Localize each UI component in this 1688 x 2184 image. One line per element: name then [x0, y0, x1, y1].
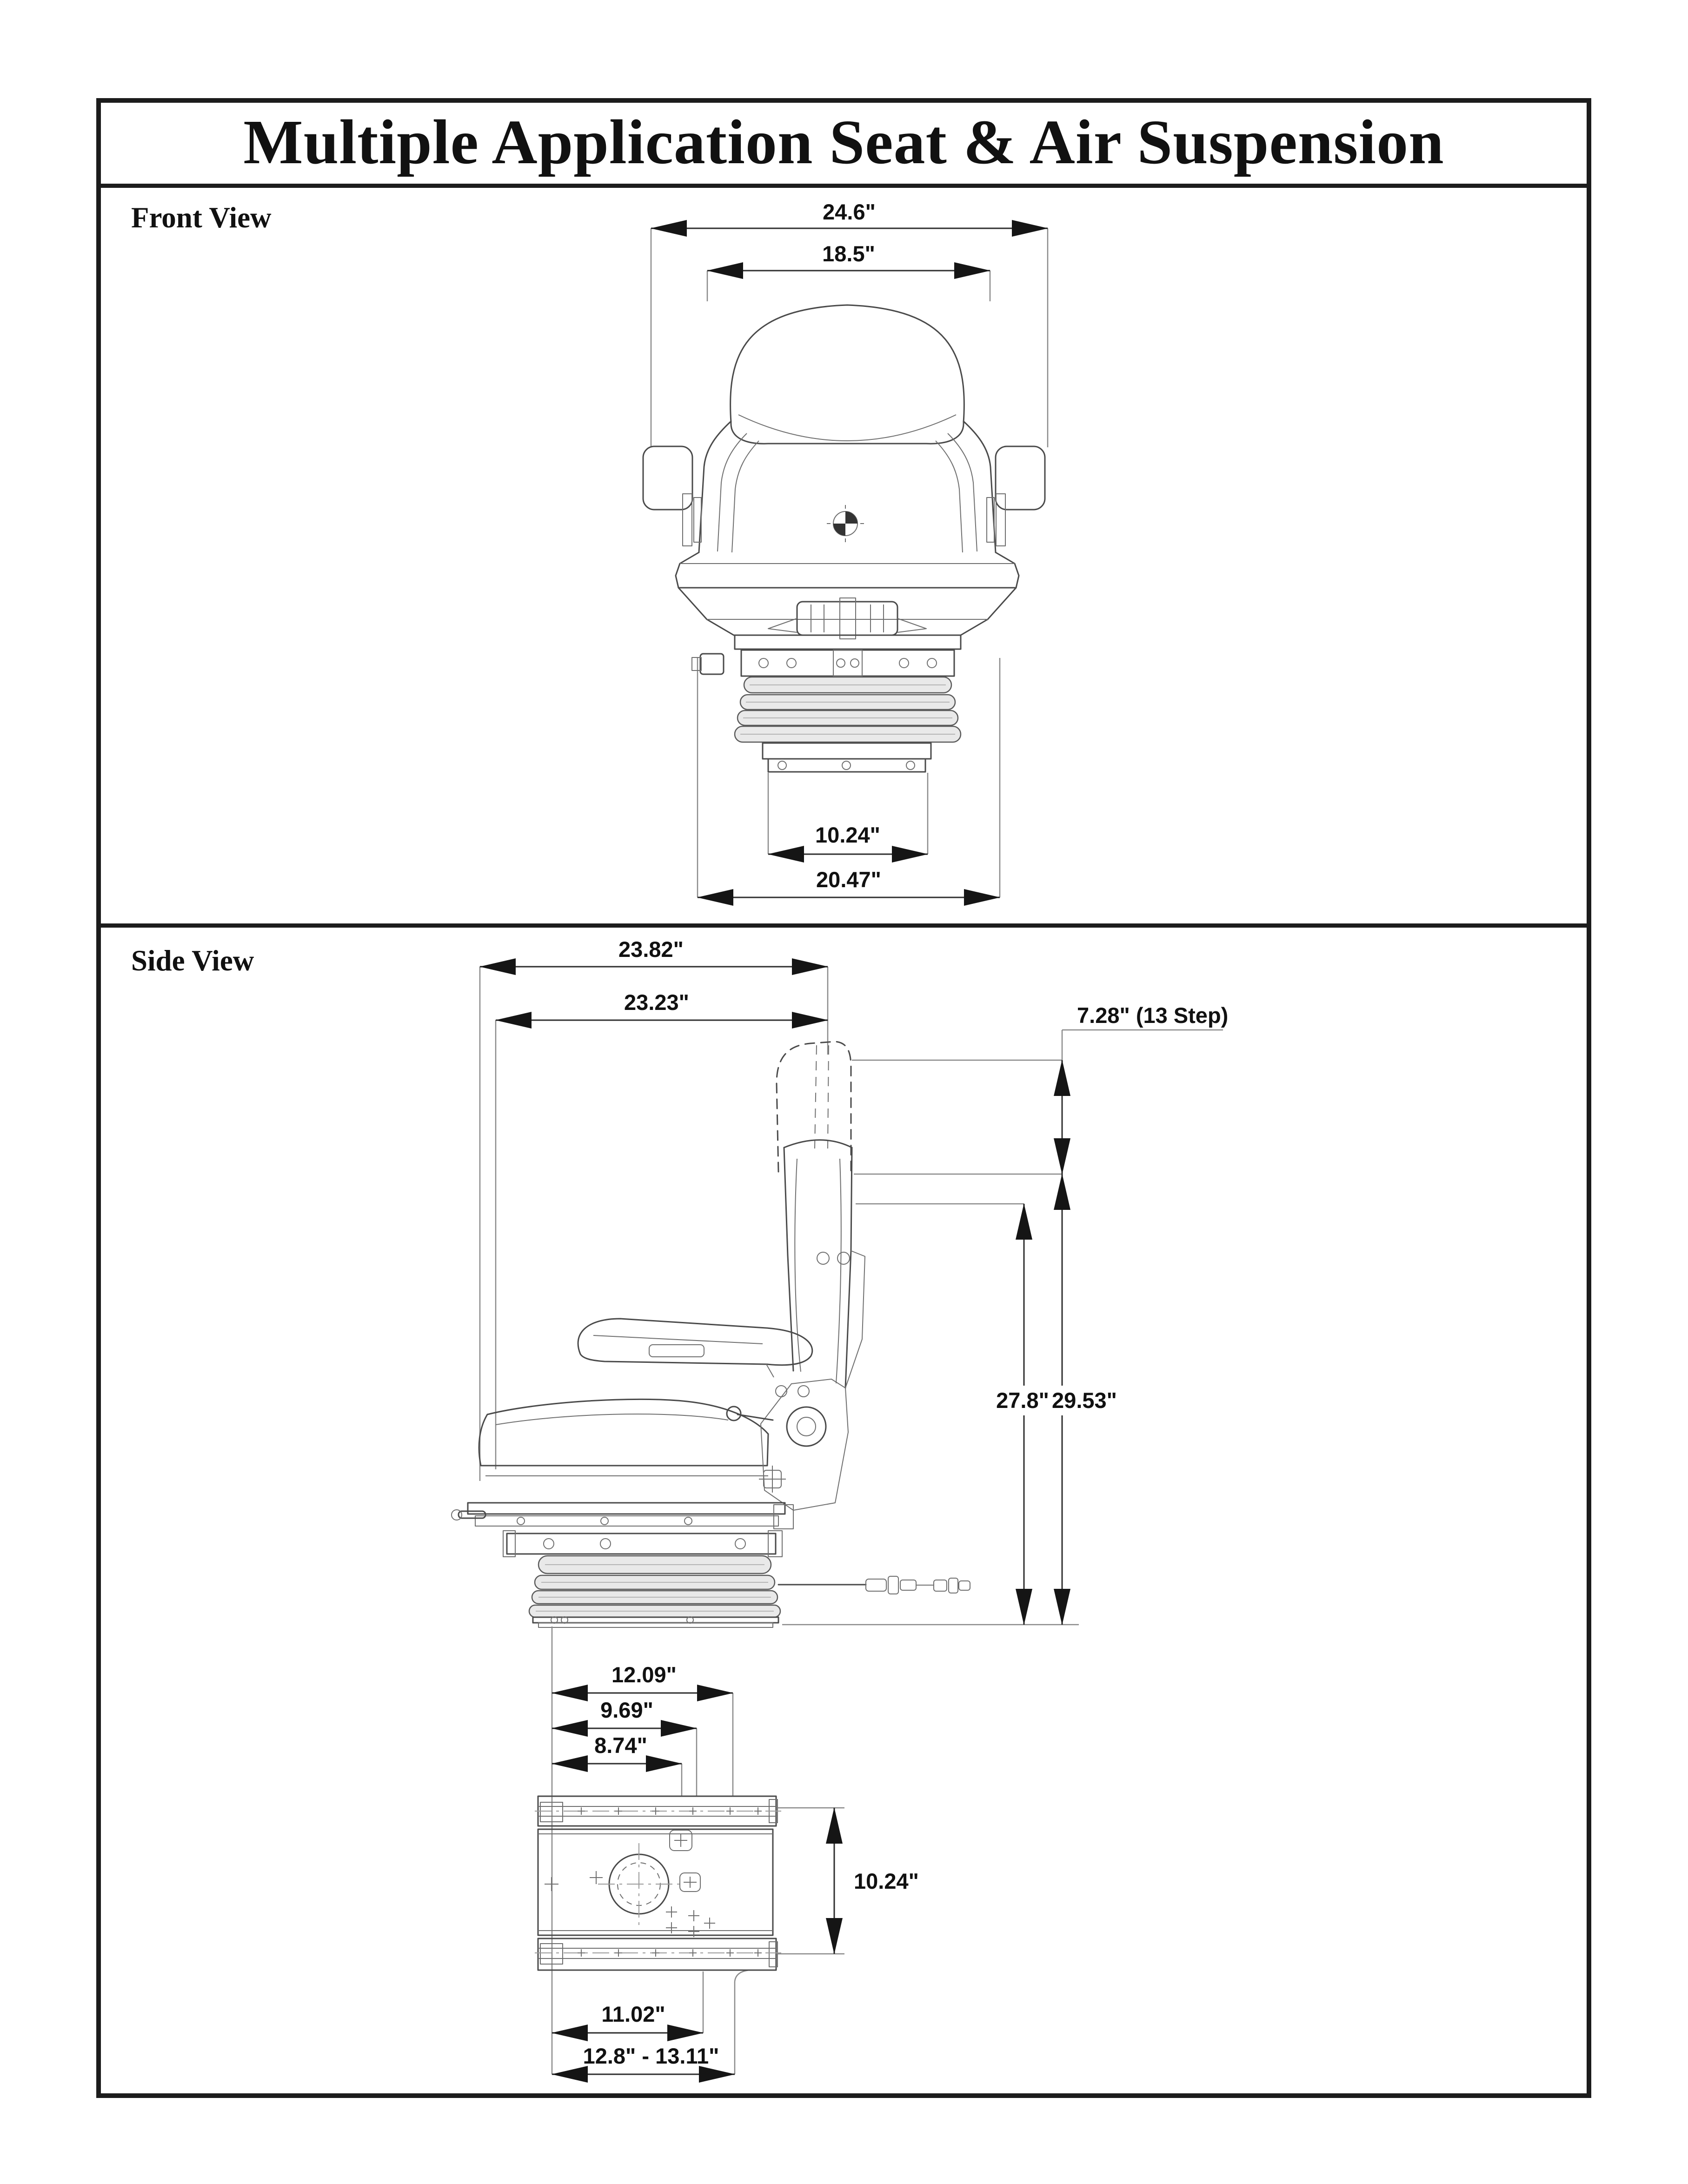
suspension-wing [897, 618, 926, 632]
dim-text-rail-outer: 12.09" [611, 1662, 677, 1687]
pivot-bolt [798, 1386, 809, 1397]
headrest-outline [731, 305, 964, 444]
base-step [763, 743, 931, 759]
cable-connector [866, 1579, 886, 1591]
backrest-seam [836, 1159, 841, 1383]
pivot-bolt [776, 1386, 787, 1397]
side-view-label: Side View [131, 944, 254, 977]
side-armrest [578, 1319, 812, 1365]
slide-handle-tip [452, 1510, 462, 1520]
ext-line-hooked [735, 1970, 750, 2074]
bolt [927, 658, 937, 668]
bolt [600, 1539, 611, 1549]
rail-hole [685, 1517, 692, 1525]
cable-plug [934, 1580, 947, 1591]
dim-text-height-max: 29.53" [1052, 1388, 1117, 1413]
cushion-bottom [481, 1434, 768, 1466]
dim-text-mount-range: 12.8" - 13.11" [583, 2044, 719, 2068]
suspension-wing [768, 618, 797, 632]
backrest-edge [964, 421, 996, 552]
rail-hole [601, 1517, 608, 1525]
base-hole [842, 761, 851, 770]
hinge-bolt [817, 1252, 829, 1264]
center-bracket [833, 650, 862, 676]
base-plate-drawing [535, 1626, 919, 2074]
cable-plug [959, 1581, 970, 1590]
dim-text-overall-width: 24.6" [823, 199, 876, 224]
bolt [851, 659, 859, 667]
suspension-rail [741, 650, 954, 676]
front-view-label: Front View [131, 201, 272, 234]
bolt [544, 1539, 554, 1549]
dim-text-base-width: 10.24" [815, 823, 880, 847]
seat-pan-outline [676, 552, 1019, 635]
armrest-detail [649, 1345, 704, 1357]
suspension-box [797, 602, 897, 635]
left-armrest [643, 446, 692, 510]
backrest-seam [795, 1159, 801, 1372]
cable-plug [949, 1578, 958, 1593]
dim-text-plate-depth: 10.24" [854, 1869, 919, 1893]
front-view-drawing [643, 199, 1048, 897]
armrest-seam [593, 1335, 763, 1344]
hinge-bolt [837, 1252, 850, 1264]
backrest-rear-edge [845, 1148, 852, 1388]
dim-text-mount-length: 11.02" [601, 2002, 665, 2026]
bolt-cross [684, 1877, 697, 1888]
bolt [735, 1539, 745, 1549]
backrest-seam [936, 441, 963, 552]
right-armrest [996, 446, 1045, 510]
bolt [899, 658, 909, 668]
valve-knob [700, 654, 724, 674]
backrest-raised-seam [815, 1045, 817, 1148]
bolt-cross [674, 1834, 687, 1847]
backrest-seam [732, 441, 759, 552]
base-hole [906, 761, 915, 770]
cable-connector [900, 1580, 916, 1590]
backrest-seam [948, 433, 977, 551]
suspension-plate [735, 635, 961, 649]
bolt [759, 658, 768, 668]
rail-hole [517, 1517, 525, 1525]
pivot-circle [787, 1407, 826, 1446]
cushion-seam [496, 1414, 728, 1425]
backrest-raised-outline [777, 1042, 851, 1172]
cable-connector [888, 1576, 898, 1594]
backrest-edge [699, 421, 731, 552]
headrest-seam [738, 415, 956, 441]
armrest-support [766, 1364, 774, 1377]
dim-text-height-min: 27.8" [996, 1388, 1049, 1413]
backrest-top-seam [784, 1140, 852, 1148]
side-view-drawing [452, 937, 1228, 1627]
pivot-plate [761, 1379, 848, 1510]
emblem-quadrant [845, 511, 857, 524]
page-title: Multiple Application Seat & Air Suspension [243, 107, 1444, 177]
backrest-raised-seam [828, 1045, 829, 1148]
mount-rail-bottom [538, 1938, 776, 1970]
mount-plate-body [538, 1829, 773, 1935]
dim-text-rail-mid: 9.69" [600, 1698, 653, 1722]
dim-text-overall-depth: 23.82" [618, 937, 684, 962]
bolt [837, 659, 845, 667]
dim-text-seat-base-width: 20.47" [816, 867, 881, 892]
backrest-seam [718, 433, 747, 551]
emblem-quadrant [833, 524, 845, 536]
left-armrest-bracket [683, 494, 692, 546]
dim-text-height-adjustment: 7.28" (13 Step) [1077, 1003, 1229, 1028]
right-armrest-bracket [996, 494, 1005, 546]
pivot-circle-inner [797, 1417, 816, 1436]
plate-datum-marks [545, 1871, 715, 1937]
bolt [787, 658, 796, 668]
base-plate-side [533, 1617, 778, 1623]
cushion-top [487, 1399, 768, 1434]
base-hole [778, 761, 786, 770]
dim-text-backrest-width: 18.5" [822, 241, 875, 266]
dim-text-cushion-depth: 23.23" [624, 990, 689, 1015]
slide-rail [468, 1503, 785, 1514]
plate-cap [503, 1531, 515, 1557]
dim-text-rail-inner: 8.74" [594, 1733, 647, 1758]
backrest-front-edge [784, 1148, 793, 1371]
suspension-slot [840, 598, 856, 639]
